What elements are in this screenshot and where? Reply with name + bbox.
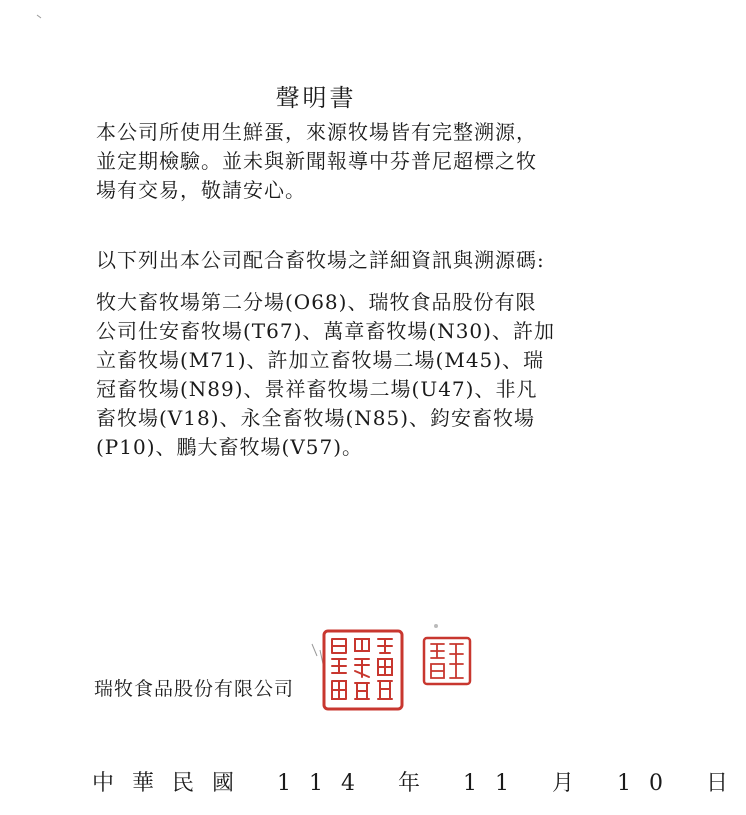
statement-paragraph: 本公司所使用生鮮蛋，來源牧場皆有完整溯源，並定期檢驗。並未與新聞報導中芬普尼超標之牧場有交易，敬請安心。 bbox=[96, 120, 537, 202]
farm-list: 牧大畜牧場第二分場(O68)、瑞牧食品股份有限公司仕安畜牧場(T67)、萬章畜牧場(N30)、許加立畜牧場(M71)、許加立畜牧場二場(M45)、瑞冠畜牧場(N89)、景祥畜牧場二場(U47)、非凡畜牧場(V18)、永全畜牧場(N85)、鈞安畜牧場(P10)、鵬大畜牧場(V57)。 bbox=[96, 290, 555, 459]
farm-list-intro: 以下列出本公司配合畜牧場之詳細資訊與溯源碼: bbox=[96, 248, 545, 272]
document-date: 中華民國 114 年 11 月 10 日 bbox=[92, 771, 746, 796]
company-name: 瑞牧食品股份有限公司 bbox=[94, 678, 295, 700]
document-title: 聲明書 bbox=[275, 84, 357, 112]
person-seal-stamp bbox=[422, 636, 472, 686]
corner-mark bbox=[36, 14, 42, 20]
company-seal-stamp bbox=[322, 629, 404, 711]
stray-dot bbox=[434, 624, 438, 628]
